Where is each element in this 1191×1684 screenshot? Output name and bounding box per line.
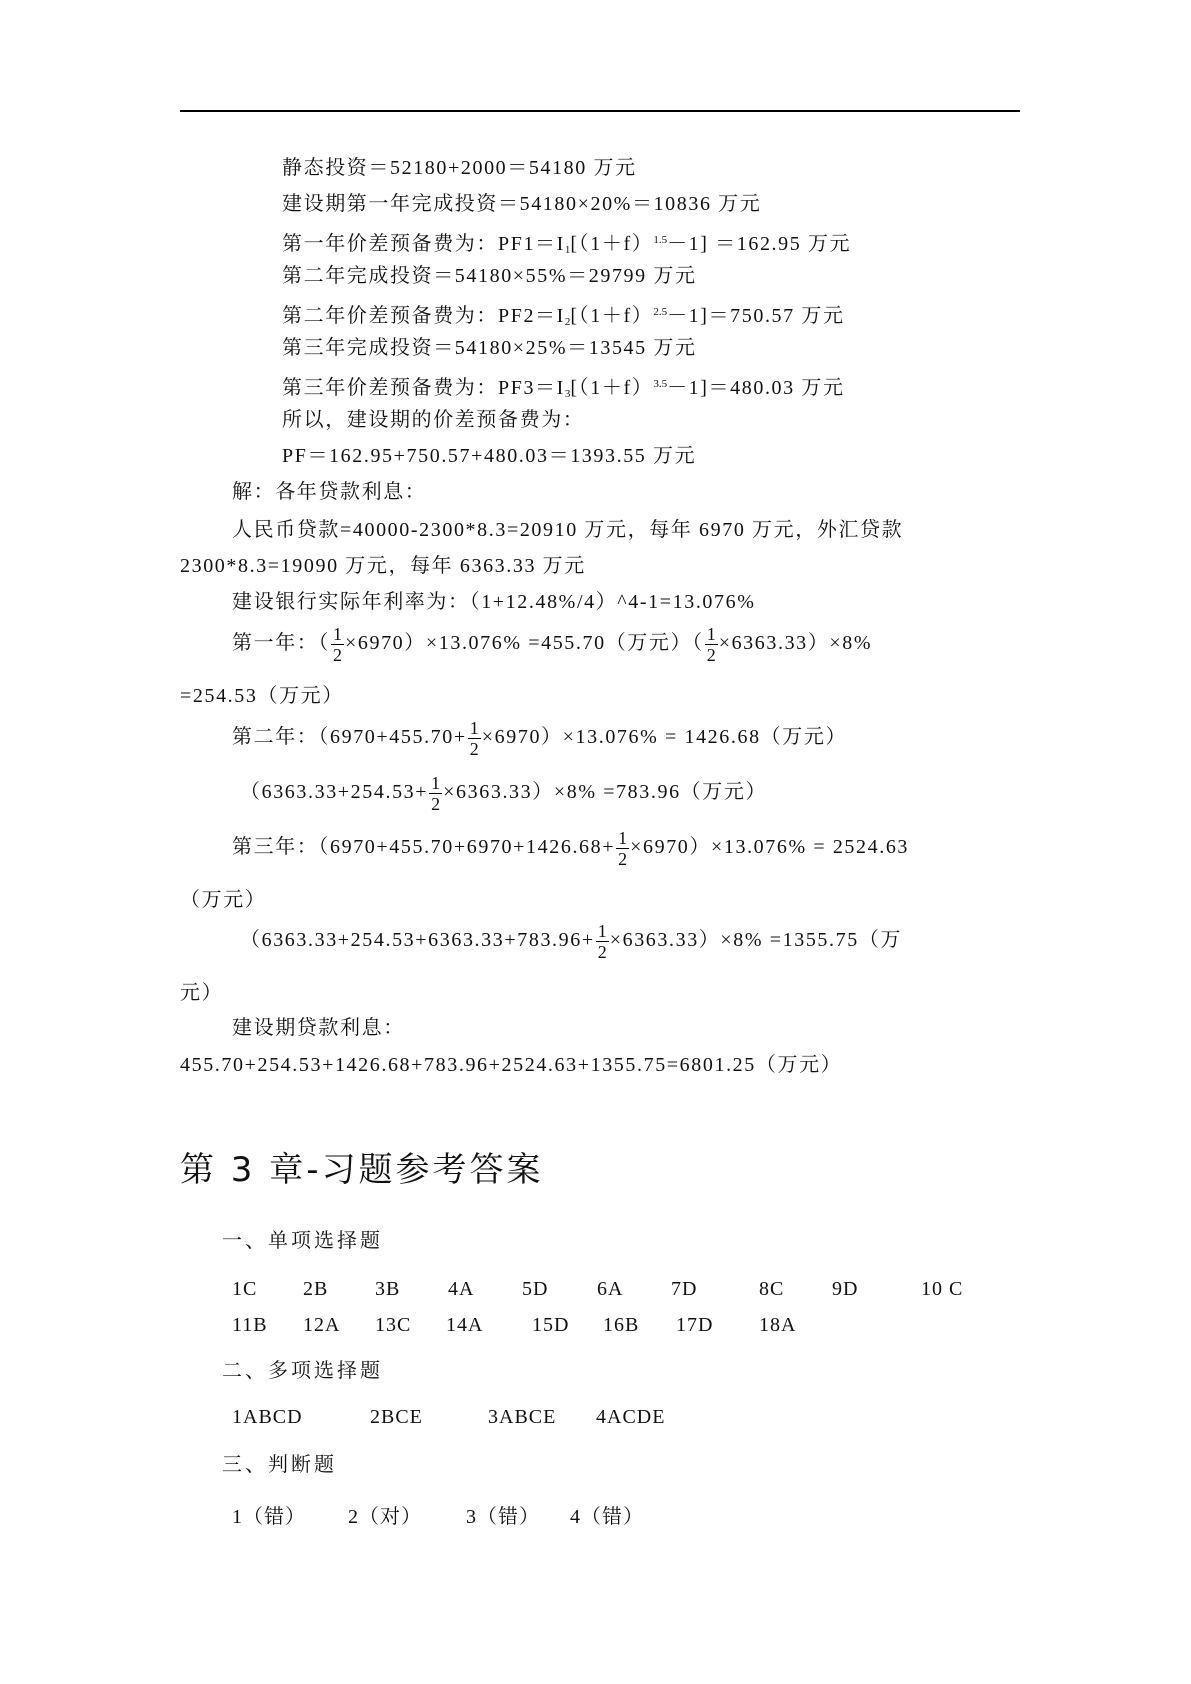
fraction-half: $\frac{1}{2}$ — [333, 624, 342, 665]
answer-item: 2B — [303, 1278, 329, 1300]
line-pf1: 第一年价差预备费为：$PF1=I_1[(1+f)^{1.5}-1] =162.95$ 万元 — [282, 233, 852, 256]
answer-item: 13C — [375, 1314, 412, 1336]
answer-item: 8C — [759, 1278, 785, 1300]
line-year3-unit: （万元） — [180, 889, 267, 911]
answer-item: 3（错） — [466, 1506, 540, 1528]
answer-item: 18A — [759, 1314, 797, 1336]
line-pf3: 第三年价差预备费为：$PF3=I_3[(1+f)^{3.5}-1]=480.03$ 万元 — [282, 377, 845, 400]
fraction-half: $\frac{1}{2}$ — [469, 718, 479, 759]
answer-item: 4A — [448, 1278, 475, 1300]
line-static-investment: 静态投资＝52180+2000＝54180 万元 — [282, 157, 637, 179]
line-solution-heading: 解：各年贷款利息： — [232, 481, 427, 503]
answer-item: 12A — [303, 1314, 341, 1336]
line-year3-fx-unit: 元） — [180, 982, 224, 1004]
section-true-false: 三、判断题 — [222, 1452, 337, 1476]
line-fx-loan: 2300*8.3=19090 万元，每年 6363.33 万元 — [180, 555, 586, 577]
line-total-interest-label: 建设期贷款利息： — [232, 1017, 405, 1039]
header-rule — [180, 110, 1020, 112]
answer-item: 7D — [671, 1278, 698, 1300]
line-total-interest: 455.70+254.53+1426.68+783.96+2524.63+1355.75=6801.25（万元） — [180, 1054, 843, 1076]
section-multiple-choice: 二、多项选择题 — [222, 1358, 383, 1382]
answer-item: 9D — [832, 1278, 859, 1300]
fraction-half: $\frac{1}{2}$ — [431, 773, 441, 814]
line-year2-fx-interest: （6363.33+254.53+ $\frac{1}{2}$ ×6363.33）×8% =783.96（万元） — [240, 773, 768, 814]
answer-item: 1C — [232, 1278, 258, 1300]
answer-item: 11B — [232, 1314, 268, 1336]
line-therefore: 所以，建设期的价差预备费为： — [282, 409, 585, 431]
answer-item: 2（对） — [348, 1506, 422, 1528]
answer-item: 17D — [676, 1314, 714, 1336]
answer-item: 5D — [522, 1278, 549, 1300]
line-pf2: 第二年价差预备费为：$PF2=I_2[(1+f)^{2.5}-1]=750.57$ 万元 — [282, 305, 845, 328]
line-year1-interest: 第一年：（ $\frac{1}{2}$ ×6970）×13.076% =455.70（万元）（ $\frac{1}{2}$ ×6363.33）×8% — [232, 624, 873, 665]
answer-item: 2BCE — [370, 1406, 423, 1428]
answer-item: 16B — [603, 1314, 640, 1336]
answer-item: 3ABCE — [488, 1406, 557, 1428]
line-rmb-loan: 人民币贷款=40000-2300*8.3=20910 万元，每年 6970 万元，外汇贷款 — [232, 519, 904, 541]
answer-item: 4ACDE — [596, 1406, 666, 1428]
line-year3-investment: 第三年完成投资＝54180×25%＝13545 万元 — [282, 337, 697, 359]
line-year3-interest: 第三年：（6970+455.70+6970+1426.68+ $\frac{1}{2}$ ×6970）×13.076% = 2524.63 — [232, 828, 910, 869]
line-year1-investment: 建设期第一年完成投资＝54180×20%＝10836 万元 — [282, 193, 762, 215]
answer-item: 6A — [597, 1278, 624, 1300]
answer-item: 10 C — [921, 1278, 964, 1300]
chapter-title: 第 3 章-习题参考答案 — [180, 1150, 544, 1190]
answer-item: 4（错） — [570, 1506, 644, 1528]
line-year3-fx-interest: （6363.33+254.53+6363.33+783.96+ $\frac{1}{2}$ ×6363.33）×8% =1355.75（万 — [240, 921, 903, 962]
answer-item: 3B — [375, 1278, 401, 1300]
answer-item: 1ABCD — [232, 1406, 303, 1428]
section-single-choice: 一、单项选择题 — [222, 1228, 383, 1252]
line-year2-interest: 第二年：（6970+455.70+ $\frac{1}{2}$ ×6970）×13.076% = 1426.68（万元） — [232, 718, 848, 759]
fraction-half: $\frac{1}{2}$ — [706, 624, 716, 665]
line-effective-rate: 建设银行实际年利率为：（1+12.48%/4）^4-1=13.076% — [232, 591, 756, 613]
answer-item: 15D — [532, 1314, 570, 1336]
answer-item: 1（错） — [232, 1506, 306, 1528]
line-pf-total: PF＝162.95+750.57+480.03＝1393.55 万元 — [282, 445, 697, 467]
line-year1-fx-result: =254.53（万元） — [180, 685, 344, 707]
fraction-half: $\frac{1}{2}$ — [618, 828, 628, 869]
line-year2-investment: 第二年完成投资＝54180×55%＝29799 万元 — [282, 265, 697, 287]
answer-item: 14A — [446, 1314, 484, 1336]
fraction-half: $\frac{1}{2}$ — [597, 921, 607, 962]
